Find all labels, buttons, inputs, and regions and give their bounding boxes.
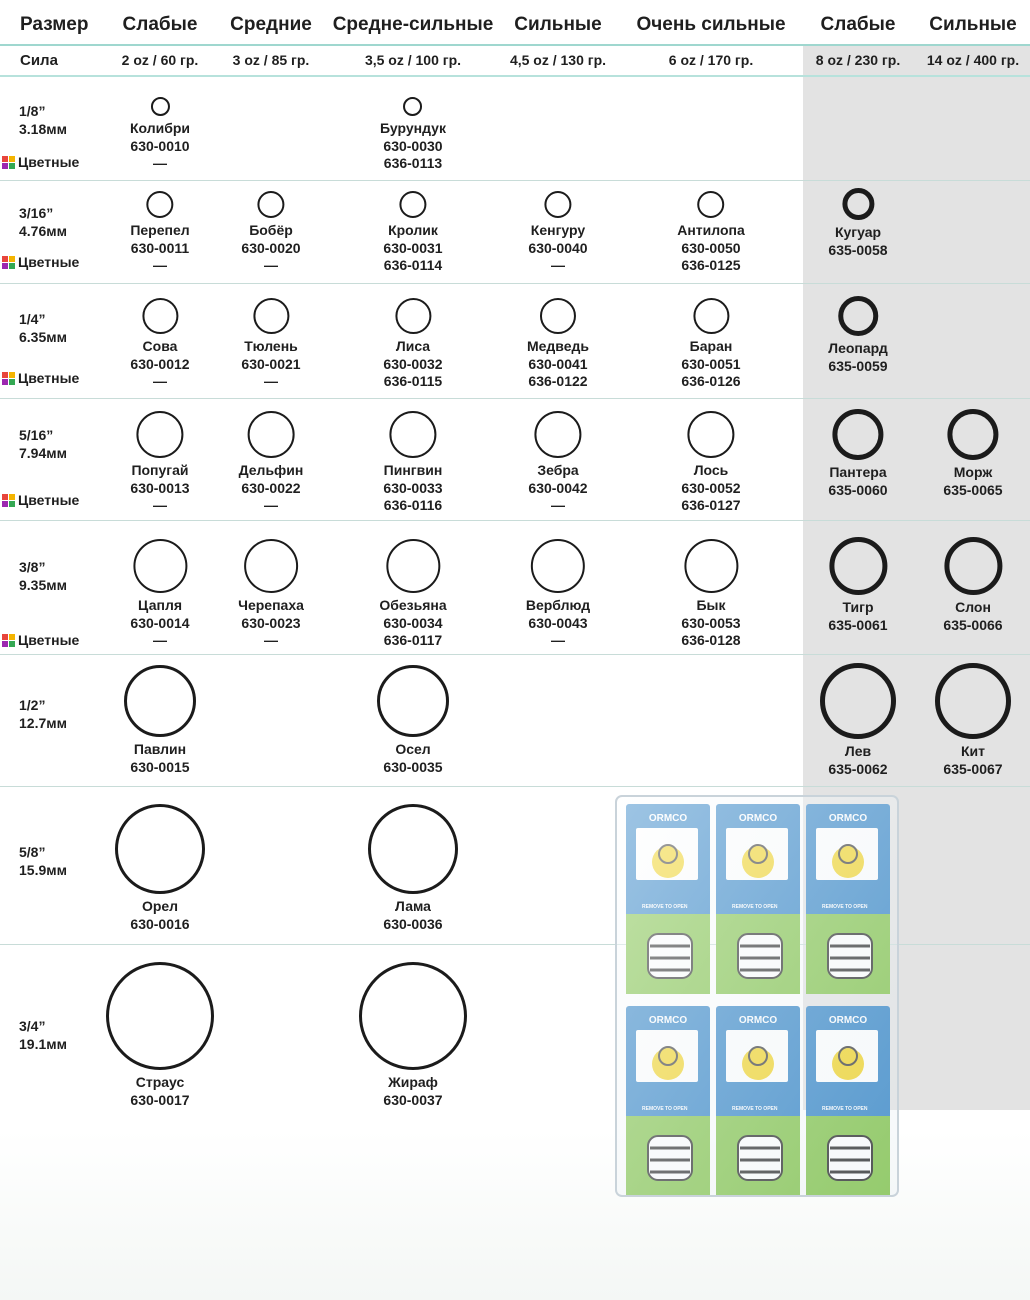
column-force-4: 6 oz / 170 гр.	[668, 52, 754, 68]
elastic-item	[681, 539, 740, 650]
elastic-ring-icon	[115, 804, 205, 894]
elastic-ring-icon	[106, 962, 214, 1070]
elastic-ring-icon	[146, 191, 173, 218]
elastic-ring-icon	[820, 663, 896, 739]
color-squares-icon	[2, 494, 15, 507]
elastic-name: Морж	[953, 464, 993, 480]
elastic-name: Дельфин	[238, 462, 304, 478]
elastic-name: Бык	[696, 597, 726, 613]
elastic-item	[828, 296, 888, 375]
size-inch: 3/16”	[19, 205, 54, 221]
elastic-item	[526, 539, 590, 650]
elastic-name: Кит	[960, 743, 985, 759]
elastic-ring-icon	[142, 298, 178, 334]
size-label	[19, 843, 67, 879]
elastic-code: 630-0041	[528, 355, 588, 372]
elastic-ring-icon	[151, 97, 170, 116]
elastic-code: 635-0065	[943, 481, 1003, 498]
size-column-header: Размер	[20, 14, 89, 35]
size-label	[19, 102, 67, 138]
elastic-code: 635-0059	[828, 357, 888, 374]
elastic-item	[379, 539, 446, 650]
elastic-code: 630-0050	[681, 239, 741, 256]
elastic-name: Бурундук	[380, 120, 446, 136]
elastic-item	[239, 411, 304, 515]
elastic-name: Лось	[693, 462, 729, 478]
elastic-item	[359, 962, 467, 1109]
column-header-3: Сильные	[514, 14, 602, 35]
column-header-4: Очень сильные	[636, 14, 786, 35]
elastic-ring-icon	[687, 411, 734, 458]
elastic-ring-icon	[136, 411, 183, 458]
elastic-ring-icon	[944, 537, 1002, 595]
elastic-item	[130, 191, 189, 275]
elastic-name: Антилопа	[677, 222, 745, 238]
size-label	[19, 696, 67, 732]
elastic-code: 630-0015	[130, 758, 190, 775]
elastic-name: Орел	[141, 898, 179, 914]
elastic-ring-icon	[684, 539, 738, 593]
elastic-code: —	[551, 632, 565, 648]
elastic-name: Павлин	[133, 741, 187, 757]
elastic-ring-icon	[248, 411, 295, 458]
elastic-item	[681, 411, 740, 515]
colored-text: Цветные	[18, 492, 80, 508]
elastic-ring-icon	[399, 191, 426, 218]
colored-text: Цветные	[18, 154, 80, 170]
force-divider	[0, 75, 1030, 77]
elastic-item	[130, 97, 190, 173]
elastic-name: Кенгуру	[530, 222, 586, 238]
elastic-ring-icon	[947, 409, 998, 460]
column-force-6: 14 oz / 400 гр.	[926, 52, 1020, 68]
size-mm: 3.18мм	[19, 121, 67, 137]
elastic-name: Осел	[395, 741, 431, 757]
elastic-code: —	[263, 257, 278, 273]
size-inch: 5/8”	[19, 844, 46, 860]
elastic-name: Лев	[844, 743, 872, 759]
column-header-2: Средне-сильные	[332, 14, 494, 35]
elastic-name: Пингвин	[383, 462, 443, 478]
size-mm: 19.1мм	[19, 1036, 67, 1052]
elastic-ring-icon	[693, 298, 729, 334]
elastic-ring-icon	[540, 298, 576, 334]
elastic-code: 635-0060	[828, 481, 888, 498]
elastic-code: 635-0061	[828, 616, 888, 633]
elastic-code: 630-0035	[383, 758, 443, 775]
row-divider	[0, 398, 1030, 399]
product-display-rack	[612, 792, 902, 1202]
elastic-item	[380, 97, 446, 173]
elastic-ring-icon	[133, 539, 187, 593]
elastic-name: Баран	[689, 338, 733, 354]
elastic-name: Зебра	[537, 462, 579, 478]
elastic-code: —	[264, 632, 278, 648]
elastic-item	[677, 191, 745, 275]
elastic-code: 630-0021	[241, 355, 301, 372]
elastic-name: Лиса	[395, 338, 431, 354]
elastic-name: Верблюд	[525, 597, 591, 613]
elastic-name: Медведь	[526, 338, 590, 354]
column-header-5: Слабые	[820, 14, 896, 35]
elastic-code: 630-0017	[130, 1091, 190, 1108]
elastic-name: Кугуар	[834, 224, 882, 240]
column-force-3: 4,5 oz / 130 гр.	[509, 52, 607, 68]
colored-available-label	[2, 154, 79, 170]
elastic-code: —	[263, 373, 278, 389]
elastic-code: 630-0052	[681, 479, 741, 496]
size-inch: 1/8”	[19, 103, 46, 119]
elastic-code: —	[152, 257, 167, 273]
elastic-item	[383, 298, 442, 391]
size-mm: 4.76мм	[19, 223, 67, 239]
elastic-name: Страус	[135, 1074, 185, 1090]
elastic-code: 630-0033	[383, 479, 443, 496]
elastic-ring-icon	[832, 409, 883, 460]
elastic-item	[528, 191, 587, 275]
elastic-name: Обезьяна	[379, 597, 447, 613]
elastic-code: —	[152, 497, 167, 513]
elastic-item	[820, 663, 896, 778]
elastic-item	[130, 411, 189, 515]
elastic-name: Перепел	[130, 222, 190, 238]
size-label	[19, 426, 67, 462]
colored-available-label	[2, 492, 79, 508]
elastic-ring-icon	[244, 539, 298, 593]
elastic-code: —	[152, 632, 167, 648]
size-mm: 7.94мм	[19, 445, 67, 461]
elastic-code: 630-0030	[383, 137, 443, 154]
elastic-code: 635-0062	[828, 760, 888, 777]
elastic-ring-icon	[403, 97, 422, 116]
elastic-code: 630-0043	[528, 614, 588, 631]
elastic-item	[943, 409, 1002, 499]
elastic-code: 636-0115	[383, 373, 443, 389]
elastic-code: 630-0012	[130, 355, 190, 372]
elastic-code: —	[550, 497, 565, 513]
elastic-ring-icon	[842, 188, 874, 220]
elastic-item	[681, 298, 740, 391]
elastic-ring-icon	[531, 539, 585, 593]
elastic-name: Бобёр	[249, 222, 293, 238]
elastic-code: 630-0040	[528, 239, 588, 256]
size-label	[19, 558, 67, 594]
elastic-name: Сова	[142, 338, 178, 354]
color-squares-icon	[2, 256, 15, 269]
column-force-1: 3 oz / 85 гр.	[232, 52, 310, 68]
elastic-code: 630-0032	[383, 355, 443, 372]
elastic-item	[527, 298, 589, 391]
column-header-6: Сильные	[929, 14, 1017, 35]
elastic-item	[935, 663, 1011, 778]
size-inch: 1/4”	[19, 311, 46, 327]
elastic-ring-icon	[389, 411, 436, 458]
elastic-ring-icon	[838, 296, 878, 336]
column-force-5: 8 oz / 230 гр.	[815, 52, 901, 68]
elastic-ring-icon	[359, 962, 467, 1070]
elastic-code: 636-0122	[528, 373, 588, 389]
elastic-item	[528, 411, 587, 515]
row-divider	[0, 520, 1030, 521]
elastic-code: 630-0022	[241, 479, 301, 496]
elastic-ring-icon	[829, 537, 887, 595]
elastic-code: 636-0127	[681, 497, 741, 513]
colored-available-label	[2, 632, 79, 648]
elastic-name: Леопард	[828, 340, 888, 356]
elastic-code: 630-0053	[681, 614, 741, 631]
elastic-name: Лама	[395, 898, 431, 914]
elastic-name: Жираф	[388, 1074, 438, 1090]
row-divider	[0, 786, 1030, 787]
row-divider	[0, 654, 1030, 655]
elastic-ring-icon	[377, 665, 449, 737]
elastic-item	[368, 804, 458, 933]
size-mm: 9.35мм	[19, 577, 67, 593]
elastic-ring-icon	[697, 191, 724, 218]
elastic-item	[377, 665, 449, 776]
elastic-item	[241, 298, 300, 391]
elastic-code: 630-0023	[241, 614, 301, 631]
elastic-code: 630-0010	[130, 137, 190, 154]
elastic-item	[238, 539, 304, 650]
elastic-code: 636-0128	[681, 632, 741, 648]
colored-text: Цветные	[18, 370, 80, 386]
elastic-item	[130, 539, 189, 650]
elastic-item	[130, 298, 189, 391]
header-divider	[0, 44, 1030, 46]
elastic-item	[943, 537, 1002, 634]
colored-available-label	[2, 370, 79, 386]
colored-text: Цветные	[18, 632, 80, 648]
elastic-item	[106, 962, 214, 1109]
elastic-code: 635-0066	[943, 616, 1003, 633]
elastic-code: 636-0116	[383, 497, 443, 513]
size-mm: 6.35мм	[19, 329, 67, 345]
elastic-code: 630-0036	[383, 915, 443, 932]
elastic-code: 630-0051	[681, 355, 741, 372]
color-squares-icon	[2, 372, 15, 385]
elastic-code: 630-0020	[241, 239, 301, 256]
elastic-code: 630-0037	[383, 1091, 443, 1108]
elastic-name: Пантера	[829, 464, 887, 480]
colored-text: Цветные	[18, 254, 80, 270]
size-mm: 12.7мм	[19, 715, 67, 731]
elastic-code: —	[264, 497, 278, 513]
elastic-name: Цапля	[137, 597, 183, 613]
elastic-code: 636-0126	[681, 373, 741, 389]
elastic-item	[828, 409, 887, 499]
elastic-item	[115, 804, 205, 933]
color-squares-icon	[2, 634, 15, 647]
elastic-name: Черепаха	[238, 597, 304, 613]
elastic-item	[828, 188, 887, 259]
elastic-name: Тюлень	[244, 338, 298, 354]
column-header-1: Средние	[230, 14, 312, 35]
elastic-code: 636-0125	[681, 257, 741, 273]
elastic-ring-icon	[124, 665, 196, 737]
elastic-name: Слон	[955, 599, 991, 615]
elastic-code: 635-0067	[943, 760, 1003, 777]
elastic-code: 630-0011	[130, 239, 190, 256]
column-force-2: 3,5 oz / 100 гр.	[364, 52, 462, 68]
elastic-name: Кролик	[388, 222, 438, 238]
size-label	[19, 310, 67, 346]
row-divider	[0, 180, 1030, 181]
elastic-code: 636-0113	[383, 155, 443, 171]
elastic-name: Колибри	[129, 120, 191, 136]
elastic-code: 635-0058	[828, 241, 888, 258]
elastic-name: Попугай	[131, 462, 189, 478]
size-mm: 15.9мм	[19, 862, 67, 878]
elastic-code: 636-0117	[383, 632, 443, 648]
size-label	[19, 1017, 67, 1053]
elastic-code: 630-0042	[528, 479, 588, 496]
force-row-label: Сила	[20, 52, 58, 69]
elastic-ring-icon	[368, 804, 458, 894]
elastic-ring-icon	[253, 298, 289, 334]
elastic-code: 630-0013	[130, 479, 190, 496]
size-label	[19, 204, 67, 240]
elastic-item	[383, 411, 442, 515]
elastic-code: 630-0034	[383, 614, 443, 631]
elastic-code: 630-0031	[383, 239, 443, 256]
row-divider	[0, 283, 1030, 284]
elastic-ring-icon	[935, 663, 1011, 739]
elastic-code: —	[550, 257, 565, 273]
elastic-ring-icon	[534, 411, 581, 458]
elastic-item	[241, 191, 300, 275]
elastic-item	[124, 665, 196, 776]
size-inch: 3/8”	[19, 559, 46, 575]
elastic-code: 630-0016	[130, 915, 190, 932]
color-squares-icon	[2, 156, 15, 169]
elastic-code: —	[152, 373, 167, 389]
elastic-code: —	[153, 155, 167, 171]
size-inch: 5/16”	[19, 427, 54, 443]
column-header-0: Слабые	[122, 14, 198, 35]
elastic-ring-icon	[386, 539, 440, 593]
size-inch: 3/4”	[19, 1018, 46, 1034]
elastic-name: Тигр	[842, 599, 874, 615]
elastic-item	[383, 191, 442, 275]
elastic-code: 630-0014	[130, 614, 190, 631]
elastic-ring-icon	[544, 191, 571, 218]
colored-available-label	[2, 254, 79, 270]
size-inch: 1/2”	[19, 697, 46, 713]
elastic-ring-icon	[257, 191, 284, 218]
elastic-code: 636-0114	[383, 257, 443, 273]
elastic-ring-icon	[395, 298, 431, 334]
elastic-item	[828, 537, 887, 634]
column-force-0: 2 oz / 60 гр.	[121, 52, 199, 68]
